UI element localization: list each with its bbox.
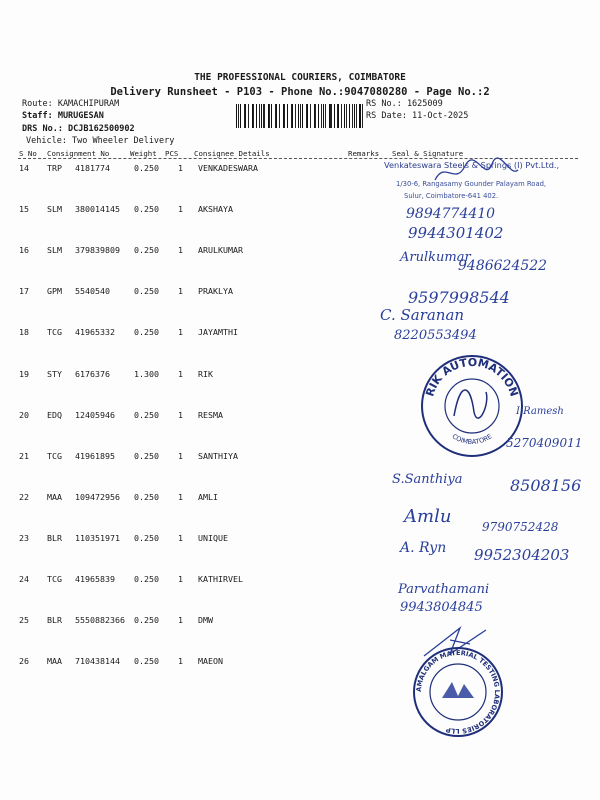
row-sno: 19 <box>19 368 29 379</box>
row-prefix: SLM <box>47 245 62 256</box>
col-sno: S No <box>19 149 37 158</box>
row-consignee: SANTHIYA <box>198 450 238 461</box>
staff-label: Staff: MURUGESAN <box>22 111 104 121</box>
row-consignee: PRAKLYA <box>198 286 233 297</box>
col-pcs: PCS <box>165 149 179 158</box>
row-prefix: EDQ <box>47 409 62 420</box>
hw-unique-phone: 9952304203 <box>474 546 570 564</box>
row-consignee: UNIQUE <box>198 532 228 543</box>
row-consignee: MAEON <box>198 656 223 667</box>
hw-kathirvel-name: Parvathamani <box>398 582 490 597</box>
col-weight: Weight <box>130 149 157 158</box>
row-sno: 15 <box>19 204 29 215</box>
row-prefix: TCG <box>47 450 62 461</box>
row-consignment-no: 380014145 <box>75 204 120 215</box>
hw-santhiya: S.Santhiya <box>392 472 463 487</box>
row-pcs: 1 <box>178 245 183 256</box>
row-consignee: AKSHAYA <box>198 204 233 215</box>
hw-jayamthi-phone: 8220553494 <box>394 328 477 343</box>
row-weight: 0.250 <box>134 532 159 543</box>
hw-resma-phone: 5270409011 <box>506 436 583 450</box>
row-sno: 18 <box>19 327 29 338</box>
row-prefix: TCG <box>47 574 62 584</box>
row-pcs: 1 <box>178 656 183 667</box>
row-sno: 24 <box>19 574 29 584</box>
row-pcs: 1 <box>178 204 183 215</box>
row-consignment-no: 41961895 <box>75 450 115 461</box>
row-weight: 0.250 <box>134 656 159 667</box>
hw-santhiya-phone: 8508156 <box>510 476 582 495</box>
row-consignment-no: 5550882366 <box>75 615 125 626</box>
row-weight: 0.250 <box>134 574 159 584</box>
lab-ring-text: AMALGAM MATERIAL TESTING LABORATORIES LLP <box>414 648 502 736</box>
svg-text:COIMBATORE <box>451 432 494 446</box>
row-weight: 0.250 <box>134 245 159 256</box>
vehicle-label: Vehicle: Two Wheeler Delivery <box>26 136 175 146</box>
row-sno: 20 <box>19 409 29 420</box>
row-sno: 17 <box>19 286 29 297</box>
row-sno: 26 <box>19 656 29 667</box>
row-prefix: MAA <box>47 656 62 667</box>
row-weight: 0.250 <box>134 327 159 338</box>
row-consignee: RIK <box>198 368 213 379</box>
row-consignment-no: 41965839 <box>75 574 115 584</box>
row-weight: 0.250 <box>134 163 159 173</box>
table-row <box>0 572 600 612</box>
rik-ring-text: RIK AUTOMATION <box>423 355 521 399</box>
drs-label: DRS No.: DCJB162500902 <box>22 124 135 134</box>
row-sno: 23 <box>19 532 29 543</box>
row-pcs: 1 <box>178 163 183 173</box>
hw-praklya-phone: 9597998544 <box>408 288 510 307</box>
row-weight: 0.250 <box>134 450 159 461</box>
row-consignment-no: 710438144 <box>75 656 120 667</box>
row-consignment-no: 5540540 <box>75 286 110 297</box>
row-prefix: MAA <box>47 491 62 502</box>
row-pcs: 1 <box>178 286 183 297</box>
row-prefix: TCG <box>47 327 62 338</box>
table-row <box>0 202 600 242</box>
hw-jayamthi-name: C. Saranan <box>380 306 465 324</box>
row-consignment-no: 41965332 <box>75 327 115 338</box>
row-prefix: BLR <box>47 615 62 626</box>
row-sno: 25 <box>19 615 29 626</box>
venkateswara-stamp-line2: 1/30-6, Rangasamy Gounder Palayam Road, <box>396 180 547 188</box>
row-weight: 0.250 <box>134 409 159 420</box>
hw-amli-phone: 9790752428 <box>482 520 559 534</box>
row-pcs: 1 <box>178 409 183 420</box>
rs-number: RS No.: 1625009 <box>366 99 443 109</box>
row-consignee: VENKADESWARA <box>198 163 258 173</box>
col-seal: Seal & Signature <box>392 149 464 158</box>
hw-unique: A. Ryn <box>400 540 447 556</box>
row-weight: 0.250 <box>134 286 159 297</box>
row-consignee: KATHIRVEL <box>198 574 243 584</box>
row-weight: 1.300 <box>134 368 159 379</box>
row-consignment-no: 4181774 <box>75 163 110 173</box>
row-pcs: 1 <box>178 368 183 379</box>
row-prefix: SLM <box>47 204 62 215</box>
route-label: Route: KAMACHIPURAM <box>22 99 120 109</box>
hw-rik-name: I Ramesh <box>516 406 564 417</box>
row-weight: 0.250 <box>134 204 159 215</box>
row-pcs: 1 <box>178 450 183 461</box>
row-consignment-no: 109472956 <box>75 491 120 502</box>
hw-kathirvel-phone: 9943804845 <box>400 600 483 615</box>
row-pcs: 1 <box>178 491 183 502</box>
table-row <box>0 654 600 694</box>
hw-amli: Amlu <box>404 506 452 527</box>
row-consignee: JAYAMTHI <box>198 327 238 338</box>
row-consignee: DMW <box>198 615 213 626</box>
row-consignment-no: 110351971 <box>75 532 120 543</box>
hw-akshaya-2: 9944301402 <box>408 224 504 242</box>
row-sno: 14 <box>19 163 29 173</box>
hw-arul-name: Arulkumar <box>400 250 471 265</box>
row-consignment-no: 379839809 <box>75 245 120 256</box>
venkateswara-stamp-line1: Venkateswara Steels & Springs (I) Pvt.Ltd., <box>384 160 560 170</box>
hw-akshaya-1: 9894774410 <box>406 206 496 222</box>
row-prefix: TRP <box>47 163 62 173</box>
row-sno: 16 <box>19 245 29 256</box>
row-consignment-no: 6176376 <box>75 368 110 379</box>
row-weight: 0.250 <box>134 491 159 502</box>
rs-date: RS Date: 11-Oct-2025 <box>366 111 469 121</box>
row-consignee: RESMA <box>198 409 223 420</box>
row-pcs: 1 <box>178 574 183 584</box>
row-prefix: BLR <box>47 532 62 543</box>
hw-arul-phone: 9486624522 <box>458 258 548 274</box>
amalgam-lab-stamp <box>412 646 504 738</box>
row-consignee: ARULKUMAR <box>198 245 243 256</box>
row-pcs: 1 <box>178 615 183 626</box>
table-row <box>0 613 600 653</box>
signature-scribble-icon <box>430 158 520 188</box>
venkateswara-stamp-line3: Sulur, Coimbatore-641 402. <box>404 192 499 200</box>
row-prefix: GPM <box>47 286 62 297</box>
col-consignment: Consignment No <box>47 149 110 158</box>
row-weight: 0.250 <box>134 615 159 626</box>
row-pcs: 1 <box>178 327 183 338</box>
company-title: THE PROFESSIONAL COURIERS, COIMBATORE <box>194 72 406 83</box>
row-pcs: 1 <box>178 532 183 543</box>
col-consignee: Consignee Details <box>194 149 270 158</box>
col-remarks: Remarks <box>348 149 380 158</box>
runsheet-title: Delivery Runsheet - P103 - Phone No.:9047080280 - Page No.:2 <box>110 86 490 98</box>
row-sno: 21 <box>19 450 29 461</box>
row-sno: 22 <box>19 491 29 502</box>
rik-bottom-text: COIMBATORE <box>450 432 494 447</box>
svg-text:AMALGAM MATERIAL TESTING LABOR <box>415 649 501 735</box>
barcode <box>236 104 364 128</box>
row-prefix: STY <box>47 368 62 379</box>
row-consignee: AMLI <box>198 491 218 502</box>
svg-text:RIK AUTOMATION <box>423 356 520 398</box>
table-row <box>0 284 600 324</box>
row-consignment-no: 12405946 <box>75 409 115 420</box>
